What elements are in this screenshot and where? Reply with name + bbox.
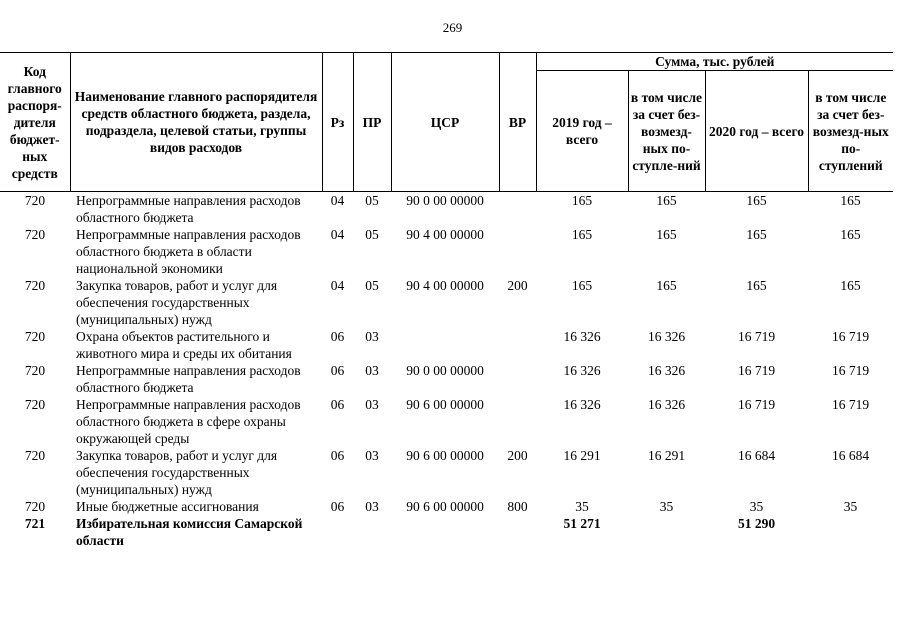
row-2020-free: 16 684 xyxy=(831,448,870,463)
row-2019-total: 16 326 xyxy=(563,397,601,412)
row-vr xyxy=(499,192,536,227)
table-row xyxy=(0,226,893,277)
row-2019-total: 35 xyxy=(575,499,589,514)
row-rz: 06 xyxy=(330,363,345,378)
table-row xyxy=(0,396,893,447)
row-2020-free: 165 xyxy=(840,227,861,242)
row-2019-free: 16 326 xyxy=(647,397,686,412)
row-code: 720 xyxy=(24,329,46,344)
row-2020-free: 16 719 xyxy=(831,363,870,378)
row-rz: 04 xyxy=(330,227,345,242)
row-pr: 03 xyxy=(365,329,379,344)
row-name: Иные бюджетные ассигнования xyxy=(76,499,259,514)
row-2020-free: 165 xyxy=(840,193,861,208)
row-2020-free: 165 xyxy=(840,278,861,293)
row-csr xyxy=(391,515,499,549)
row-2019-total: 165 xyxy=(571,227,593,242)
row-2019-free: 165 xyxy=(656,193,677,208)
header-2020-free: в том числе за счет без-возмезд-ных по-ступлений xyxy=(808,71,893,192)
row-name: Избирательная комиссия Самарской области xyxy=(76,516,303,548)
row-vr xyxy=(499,328,536,362)
row-2019-free xyxy=(628,515,705,549)
row-code: 720 xyxy=(24,363,46,378)
row-csr xyxy=(391,328,499,362)
row-code: 720 xyxy=(24,448,46,463)
row-rz: 06 xyxy=(330,499,345,514)
row-rz: 04 xyxy=(330,278,345,293)
row-2020-total: 16 684 xyxy=(737,448,776,463)
table-row xyxy=(0,498,893,515)
row-2019-total: 165 xyxy=(571,278,593,293)
row-vr xyxy=(499,515,536,549)
row-2020-total: 165 xyxy=(746,278,767,293)
row-pr: 03 xyxy=(365,448,379,463)
header-2019-free: в том числе за счет без-возмезд-ных по-ступле-ний xyxy=(628,71,705,192)
row-2020-free: 35 xyxy=(843,499,858,514)
row-name: Непрограммные направления расходов областного бюджета в области национальной экономики xyxy=(76,227,301,276)
row-2019-total: 16 291 xyxy=(563,448,601,463)
row-code: 720 xyxy=(24,499,46,514)
row-csr: 90 4 00 00000 xyxy=(406,227,484,242)
row-name: Охрана объектов растительного и животного мира и среды их обитания xyxy=(76,329,292,361)
row-pr: 05 xyxy=(365,227,379,242)
row-csr: 90 6 00 00000 xyxy=(406,448,484,463)
row-rz: 04 xyxy=(330,193,345,208)
row-rz: 06 xyxy=(330,397,345,412)
table-row xyxy=(0,192,893,227)
row-code: 720 xyxy=(24,397,46,412)
row-2019-total: 165 xyxy=(571,193,593,208)
row-name: Закупка товаров, работ и услуг для обеспечения государственных (муниципальных) нужд xyxy=(76,448,278,497)
row-vr: 800 xyxy=(507,499,528,514)
row-rz xyxy=(322,515,353,549)
header-code: Код главного распоря-дителя бюджет-ных средств xyxy=(0,53,70,192)
row-code: 720 xyxy=(24,227,46,242)
row-2020-total: 51 290 xyxy=(737,516,776,531)
row-name: Непрограммные направления расходов областного бюджета xyxy=(76,193,301,225)
row-csr: 90 6 00 00000 xyxy=(406,397,484,412)
table-row xyxy=(0,277,893,328)
row-2020-total: 16 719 xyxy=(737,363,776,378)
row-code: 720 xyxy=(24,193,46,208)
header-2019-total: 2019 год – всего xyxy=(536,71,628,192)
row-name: Непрограммные направления расходов областного бюджета xyxy=(76,363,301,395)
budget-table xyxy=(0,52,893,549)
page-number: 269 xyxy=(442,20,463,35)
row-pr: 03 xyxy=(365,397,379,412)
row-2019-free: 16 326 xyxy=(647,329,686,344)
header-rz: Рз xyxy=(322,53,353,192)
row-2019-free: 165 xyxy=(656,278,677,293)
row-2019-free: 16 291 xyxy=(647,448,686,463)
row-2020-total: 165 xyxy=(746,193,767,208)
row-2020-free: 16 719 xyxy=(831,329,870,344)
row-pr xyxy=(353,515,391,549)
row-pr: 05 xyxy=(365,278,379,293)
header-csr: ЦСР xyxy=(391,53,499,192)
row-2019-free: 35 xyxy=(659,499,674,514)
header-vr: ВР xyxy=(499,53,536,192)
row-2020-total: 16 719 xyxy=(737,329,776,344)
row-code: 720 xyxy=(24,278,46,293)
row-2020-total: 35 xyxy=(749,499,764,514)
row-pr: 03 xyxy=(365,363,379,378)
table-row xyxy=(0,447,893,498)
table-header xyxy=(0,53,893,192)
row-2019-total: 16 326 xyxy=(563,363,601,378)
row-pr: 03 xyxy=(365,499,379,514)
row-vr xyxy=(499,396,536,447)
row-vr: 200 xyxy=(507,448,528,463)
row-rz: 06 xyxy=(330,448,345,463)
row-csr: 90 4 00 00000 xyxy=(406,278,484,293)
row-2020-total: 165 xyxy=(746,227,767,242)
header-sum: Сумма, тыс. рублей xyxy=(536,53,893,71)
row-name: Непрограммные направления расходов областного бюджета в сфере охраны окружающей среды xyxy=(76,397,301,446)
header-name: Наименование главного распорядителя средств областного бюджета, раздела, подраздела, целевой статьи, группы видов расходов xyxy=(70,53,322,192)
row-rz: 06 xyxy=(330,329,345,344)
row-2019-free: 16 326 xyxy=(647,363,686,378)
row-vr: 200 xyxy=(507,278,528,293)
table-row xyxy=(0,515,893,549)
table-row xyxy=(0,328,893,362)
header-2020-total: 2020 год – всего xyxy=(705,71,808,192)
row-2019-free: 165 xyxy=(656,227,677,242)
row-vr xyxy=(499,362,536,396)
row-pr: 05 xyxy=(365,193,379,208)
row-vr xyxy=(499,226,536,277)
table-row xyxy=(0,362,893,396)
row-2020-free: 16 719 xyxy=(831,397,870,412)
row-2020-free xyxy=(808,515,893,549)
row-2020-total: 16 719 xyxy=(737,397,776,412)
header-pr: ПР xyxy=(353,53,391,192)
row-csr: 90 0 00 00000 xyxy=(406,363,484,378)
row-csr: 90 0 00 00000 xyxy=(406,193,484,208)
row-code: 721 xyxy=(24,516,46,531)
row-2019-total: 16 326 xyxy=(563,329,601,344)
row-csr: 90 6 00 00000 xyxy=(406,499,484,514)
table-body xyxy=(0,192,893,550)
row-2019-total: 51 271 xyxy=(563,516,601,531)
row-name: Закупка товаров, работ и услуг для обеспечения государственных (муниципальных) нужд xyxy=(76,278,278,327)
